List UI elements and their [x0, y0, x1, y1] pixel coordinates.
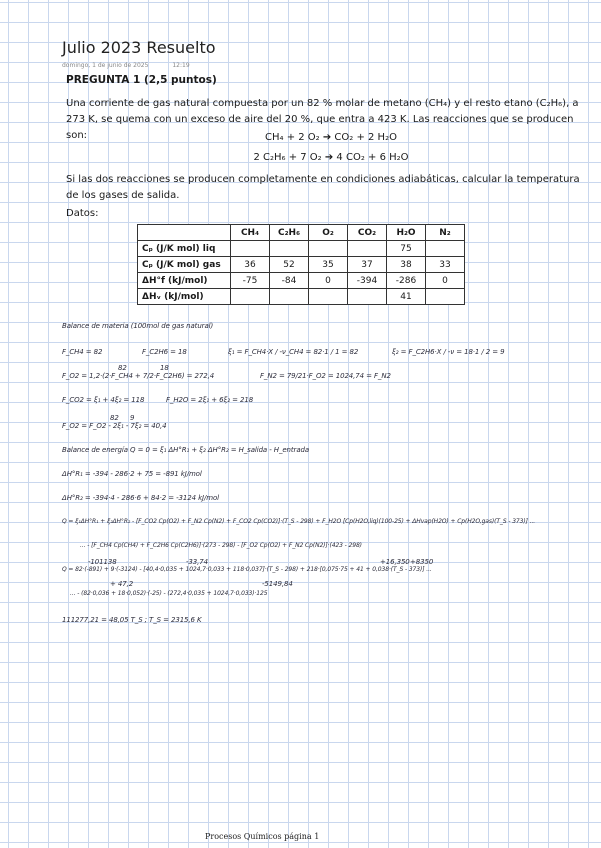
table-cell: -75: [231, 273, 270, 289]
note-mass-balance-title: Balance de materia (100mol de gas natural): [62, 322, 214, 330]
note-numeric-equation: Q = 82·(-891) + 9·(-3124) - [40,4·0,035 + 1024,7·0,033 + 118·0,037]·(T_S - 298) + 218·[0,075·75 + 41 + 0,038·(T_S - 373)] ...: [62, 566, 432, 573]
note-f-c2h6: F_C2H6 = 18: [142, 348, 187, 356]
page-footer: Procesos Químicos página 1: [205, 832, 320, 841]
note-energy-equation-cont: ... - [F_CH4 Cp(CH4) + F_C2H6 Cp(C2H6)]·(273 - 298) - [F_O2 Cp(O2) + F_N2 Cp(N2)]·(423 - 298): [80, 542, 362, 549]
row-label: Cₚ (J/K mol) gas: [138, 257, 231, 273]
note-annotation: +16,350: [380, 558, 410, 566]
note-xi-2: ξ₂ = F_C2H6·X / -ν = 18·1 / 2 = 9: [392, 348, 505, 356]
note-f-co2: F_CO2 = ξ₁ + 4ξ₂ = 118: [62, 396, 145, 404]
table-row: [138, 257, 465, 273]
page-date-time: [62, 62, 190, 69]
table-cell: [309, 241, 348, 257]
table-cell: -286: [387, 273, 426, 289]
table-cell: 37: [348, 257, 387, 273]
table-cell: 52: [270, 257, 309, 273]
note-f-o2-feed: F_O2 = 1,2·(2·F_CH4 + 7/2·F_C2H6) = 272,4: [62, 372, 215, 380]
note-annotation: + 47,2: [110, 580, 134, 588]
data-table: [137, 224, 465, 305]
table-cell: 36: [231, 257, 270, 273]
question-ask: Si las dos reacciones se producen completamente en condiciones adiabáticas, calcular la temperatura de los gases de salida.: [66, 174, 580, 201]
column-header: CH₄: [231, 225, 270, 241]
row-label: ΔH°f (kJ/mol): [138, 273, 231, 289]
column-header: H₂O: [387, 225, 426, 241]
table-corner: [138, 225, 231, 241]
note-annotation: 82: [110, 414, 119, 422]
table-cell: [231, 289, 270, 305]
note-annotation: -101138: [88, 558, 117, 566]
note-dh-r1: ΔH°R₁ = -394 - 286·2 + 75 = -891 kJ/mol: [62, 470, 202, 478]
note-annotation: -33,74: [186, 558, 208, 566]
table-cell: [270, 289, 309, 305]
table-row: [138, 241, 465, 257]
row-label: ΔHᵥ (kJ/mol): [138, 289, 231, 305]
question-statement: Una corriente de gas natural compuesta por un 82 % molar de metano (CH₄) y el resto etano (C₂H₆), a 273 K, se quema con un exceso de aire del 20 %, que entra a 423 K. Las reacciones que se producen son:: [66, 98, 579, 141]
note-result: 111277,21 = 48,05 T_S ; T_S = 2315,6 K: [62, 616, 202, 624]
page-title: Julio 2023 Resuelto: [62, 38, 216, 57]
table-cell: [309, 289, 348, 305]
reaction-1: CH₄ + 2 O₂ ➔ CO₂ + 2 H₂O: [265, 132, 397, 143]
column-header: N₂: [426, 225, 465, 241]
table-cell: -84: [270, 273, 309, 289]
note-f-n2: F_N2 = 79/21·F_O2 = 1024,74 = F_N2: [260, 372, 391, 380]
note-f-o2-out: F_O2 = F_O2 - 2ξ₁ - 7ξ₂ = 40,4: [62, 422, 167, 430]
note-annotation: 9: [130, 414, 135, 422]
table-cell: 75: [387, 241, 426, 257]
note-f-ch4: F_CH4 = 82: [62, 348, 103, 356]
column-header: CO₂: [348, 225, 387, 241]
table-cell: 33: [426, 257, 465, 273]
note-numeric-equation-cont: ... - (82·0,036 + 18·0,052)·(-25) - (272,4·0,035 + 1024,7·0,033)·125: [70, 590, 268, 597]
table-row: [138, 289, 465, 305]
table-cell: [231, 241, 270, 257]
table-header-row: [138, 225, 465, 241]
note-energy-balance: Balance de energía Q = 0 = ξ₁ ΔH°R₁ + ξ₂ ΔH°R₂ = H_salida - H_entrada: [62, 446, 310, 454]
note-annotation: +8350: [410, 558, 434, 566]
table-cell: 0: [309, 273, 348, 289]
table-cell: 0: [426, 273, 465, 289]
table-cell: [348, 289, 387, 305]
question-heading: PREGUNTA 1 (2,5 puntos): [66, 74, 217, 86]
data-label: Datos:: [66, 208, 99, 219]
column-header: C₂H₆: [270, 225, 309, 241]
note-energy-equation: Q = ξ₁ΔH°R₁ + ξ₂ΔH°R₂ - [F_CO2 Cp(O2) + F_N2 Cp(N2) + F_CO2 Cp(CO2)]·(T_S - 298) + F_H2O [Cp(H2O,liq)(100-25) + ΔHvap(H2O) + Cp(H2O,gas)(T_S - 373)] ...: [62, 518, 536, 525]
table-row: [138, 273, 465, 289]
note-f-h2o: F_H2O = 2ξ₁ + 6ξ₂ = 218: [166, 396, 254, 404]
note-annotation: -5149,84: [262, 580, 293, 588]
table-cell: [270, 241, 309, 257]
row-label: Cₚ (J/K mol) liq: [138, 241, 231, 257]
note-annotation: 82: [118, 364, 127, 372]
table-cell: 35: [309, 257, 348, 273]
table-cell: 41: [387, 289, 426, 305]
note-annotation: 18: [160, 364, 169, 372]
table-cell: 38: [387, 257, 426, 273]
note-xi-1: ξ₁ = F_CH4·X / -ν_CH4 = 82·1 / 1 = 82: [228, 348, 359, 356]
reaction-2: 2 C₂H₆ + 7 O₂ ➔ 4 CO₂ + 6 H₂O: [253, 152, 409, 163]
page-date: domingo, 1 de junio de 2025: [62, 62, 149, 69]
table-cell: [426, 289, 465, 305]
note-dh-r2: ΔH°R₂ = -394·4 - 286·6 + 84·2 = -3124 kJ/mol: [62, 494, 220, 502]
table-cell: [426, 241, 465, 257]
table-cell: [348, 241, 387, 257]
table-cell: -394: [348, 273, 387, 289]
column-header: O₂: [309, 225, 348, 241]
page-time: 12:19: [172, 62, 190, 69]
